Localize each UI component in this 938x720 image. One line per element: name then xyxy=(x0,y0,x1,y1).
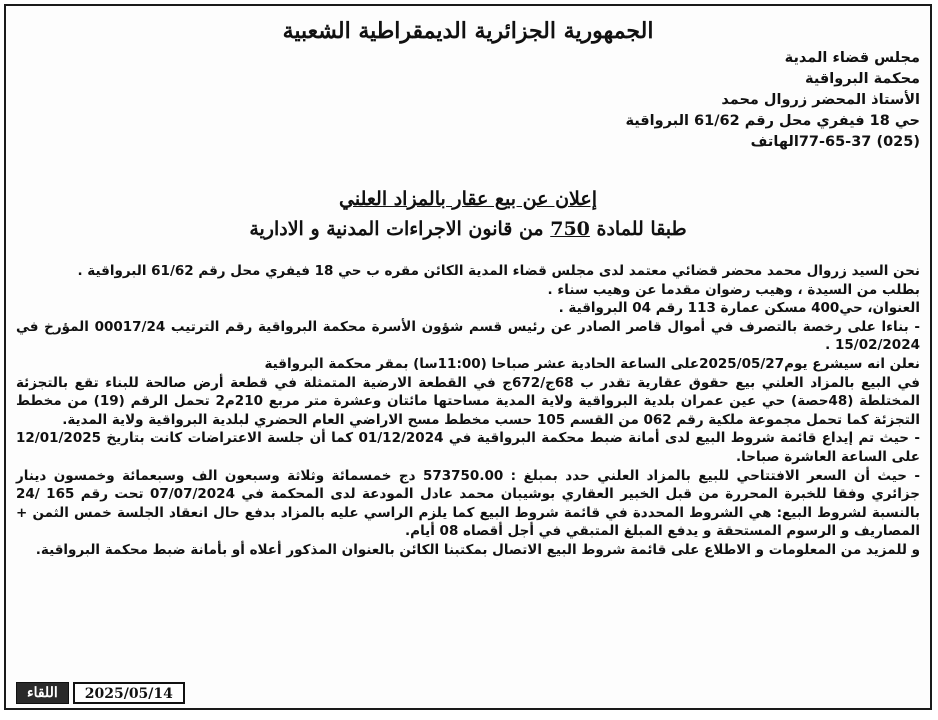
announcement-title xyxy=(6,184,930,244)
announcement-body xyxy=(16,262,920,560)
bailiff-name: الأستاذ المحضر زروال محمد xyxy=(721,92,920,108)
body-paragraph: نعلن انه سيشرع يوم2025/05/27على الساعة الحادية عشر صباحا (11:00سا) بمقر محكمة البرواقية xyxy=(264,355,920,372)
court-name: محكمة البرواقية xyxy=(805,71,920,87)
bailiff-phone: (025) 77-65-37الهاتف xyxy=(750,134,920,150)
body-paragraph: بطلب من السيدة ، وهيب رضوان مقدما عن وهيب سناء . xyxy=(547,281,920,298)
title-prefix: طبقا للمادة xyxy=(589,218,687,240)
issuer-header xyxy=(500,48,920,153)
publication-date: 2025/05/14 xyxy=(73,682,185,704)
body-paragraph: و للمزيد من المعلومات و الاطلاع على قائمة شروط البيع الاتصال بمكتبنا الكائن بالعنوان المذكور أعلاه أو بأمانة ضبط محكمة البرواقية. xyxy=(35,541,920,558)
newspaper-name: اللقاء xyxy=(16,682,69,704)
publication-footer xyxy=(16,682,185,704)
article-number: 750 xyxy=(550,218,590,240)
court-council: مجلس قضاء المدية xyxy=(784,50,920,66)
body-paragraph: - حيث أن السعر الافتتاحي للبيع بالمزاد العلني حدد بمبلغ : 573750.00 دج خمسمائة وثلاثة وسبعون الف وسبعمائة وخمسون دينار جزائري وفقا للخبرة المحررة من قبل الخبير العقاري بوشيبان محمد عادل المودعة لدى المحكمة في 07/07/2024 تحت رقم 165 /24 بالنسبة لشروط البيع: هي الشروط المحددة في قائمة شروط البيع كما يلزم الراسي عليه بالمزاد بدفع حال انعقاد الجلسة خمس الثمن + المصاريف و الرسوم المستحقة و يدفع المبلغ المتبقي في أجل أقصاه 08 أيام. xyxy=(16,467,921,540)
title-suffix: من قانون الاجراءات المدنية و الادارية xyxy=(249,218,551,240)
body-paragraph: - بناءا على رخصة بالتصرف في أموال قاصر الصادر عن رئيس قسم شؤون الأسرة محكمة البرواقية رقم الترتيب 00017/24 المؤرخ في 15/02/2024 . xyxy=(16,318,920,354)
title-line-2 xyxy=(6,214,930,244)
body-paragraph: في البيع بالمزاد العلني بيع حقوق عقارية تقدر ب 68ج/672ج في القطعة الارضية المتمثلة في قطعة أرض صالحة للبناء تقع بالتجزئة المختلطة (48حصة) حي عين عمران بلدية البرواقية ولاية المدية مساحتها مائتان وعشرة متر مربع 210م2 تحمل الرقم (19) من مخطط التجزئة كما تحمل مجموعة ملكية رقم 062 من القسم 105 حسب مخطط مسح الاراضي العام الحضري لبلدية البرواقية ولاية المدية. xyxy=(16,374,920,428)
announcement-page xyxy=(4,4,932,710)
bailiff-address: حي 18 فيفري محل رقم 61/62 البرواقية xyxy=(625,113,920,129)
body-paragraph: - حيث تم إيداع قائمة شروط البيع لدى أمانة ضبط محكمة البرواقية في 01/12/2024 كما أن جلسة الاعتراضات كانت بتاريخ 12/01/2025 على الساعة العاشرة صباحا. xyxy=(16,430,920,465)
republic-heading: الجمهورية الجزائرية الديمقراطية الشعبية xyxy=(282,18,654,44)
body-paragraph: نحن السيد زروال محمد محضر قضائي معتمد لدى مجلس قضاء المدية الكائن مقره ب حي 18 فيفري محل رقم 61/62 البرواقية . xyxy=(77,263,920,279)
title-line-1: إعلان عن بيع عقار بالمزاد العلني xyxy=(339,188,597,210)
body-paragraph: العنوان، حي400 مسكن عمارة 113 رقم 04 البرواقية . xyxy=(558,300,920,317)
